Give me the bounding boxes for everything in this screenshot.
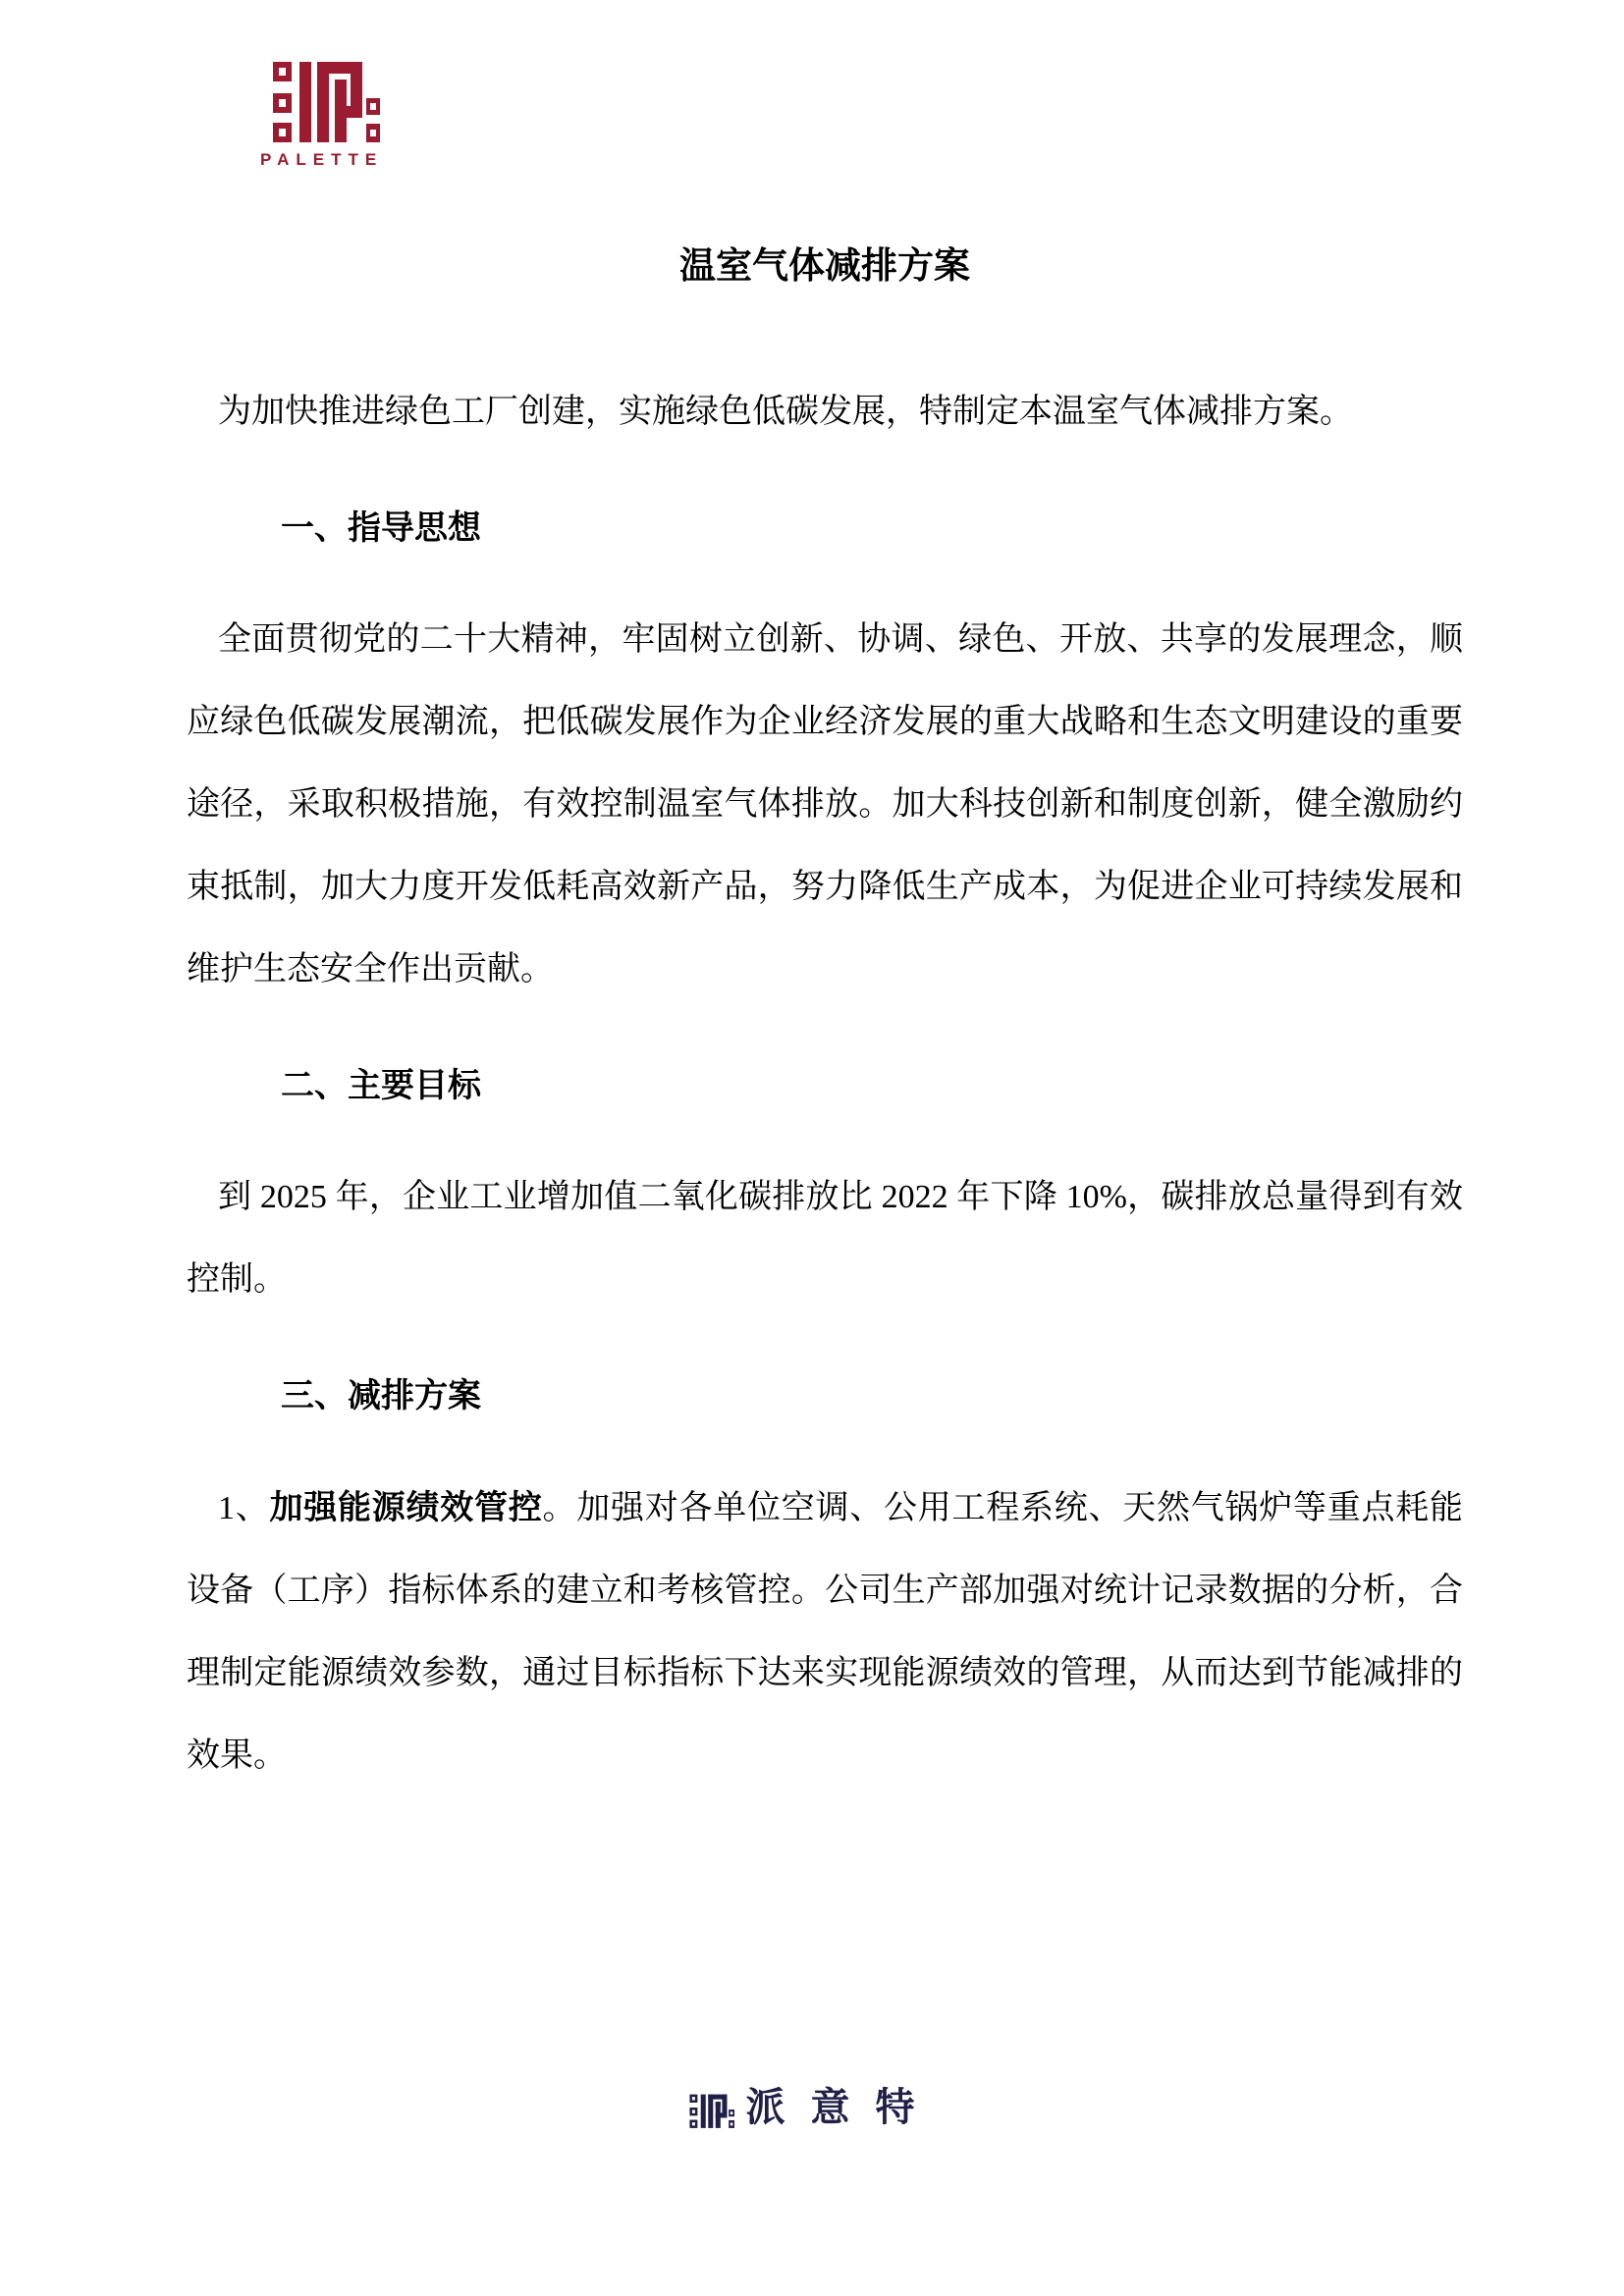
- item-body: 。加强对各单位空调、公用工程系统、天然气锅炉等重点耗能设备（工序）指标体系的建立和考核管控。公司生产部加强对统计记录数据的分析，合理制定能源绩效参数，通过目标指标下达来实现能源绩效的管理，从而达到节能减排的效果。: [187, 1490, 1463, 1774]
- brand-wordmark: PALETTE: [260, 150, 384, 169]
- paragraph-section-1: 全面贯彻党的二十大精神，牢固树立创新、协调、绿色、开放、共享的发展理念，顺应绿色低碳发展潮流，把低碳发展作为企业经济发展的重大战略和生态文明建设的重要途径，采取积极措施，有效控制温室气体排放。加大科技创新和制度创新，健全激励约束抵制，加大力度开发低耗高效新产品，努力降低生产成本，为促进企业可持续发展和维护生态安全作出贡献。: [187, 621, 1463, 988]
- paragraph-intro: 为加快推进绿色工厂创建，实施绿色低碳发展，特制定本温室气体减排方案。: [218, 394, 1353, 430]
- footer-brand-text: 派意特: [745, 2086, 941, 2129]
- item-number: 1、: [218, 1490, 270, 1526]
- paiyite-logo-icon: [684, 2085, 734, 2130]
- footer-brand: [0, 2085, 1624, 2130]
- section-heading-3: 三、减排方案: [281, 1377, 481, 1415]
- paragraph-section-2: 到 2025 年，企业工业增加值二氧化碳排放比 2022 年下降 10%，碳排放总量得到有效控制。: [187, 1179, 1463, 1298]
- paragraph-item-1: [187, 1467, 1463, 1797]
- section-heading-2: 二、主要目标: [281, 1067, 481, 1104]
- section-heading-1: 一、指导思想: [281, 509, 481, 547]
- page-title: 温室气体减排方案: [679, 245, 970, 286]
- item-lead-bold: 加强能源绩效管控: [269, 1489, 543, 1526]
